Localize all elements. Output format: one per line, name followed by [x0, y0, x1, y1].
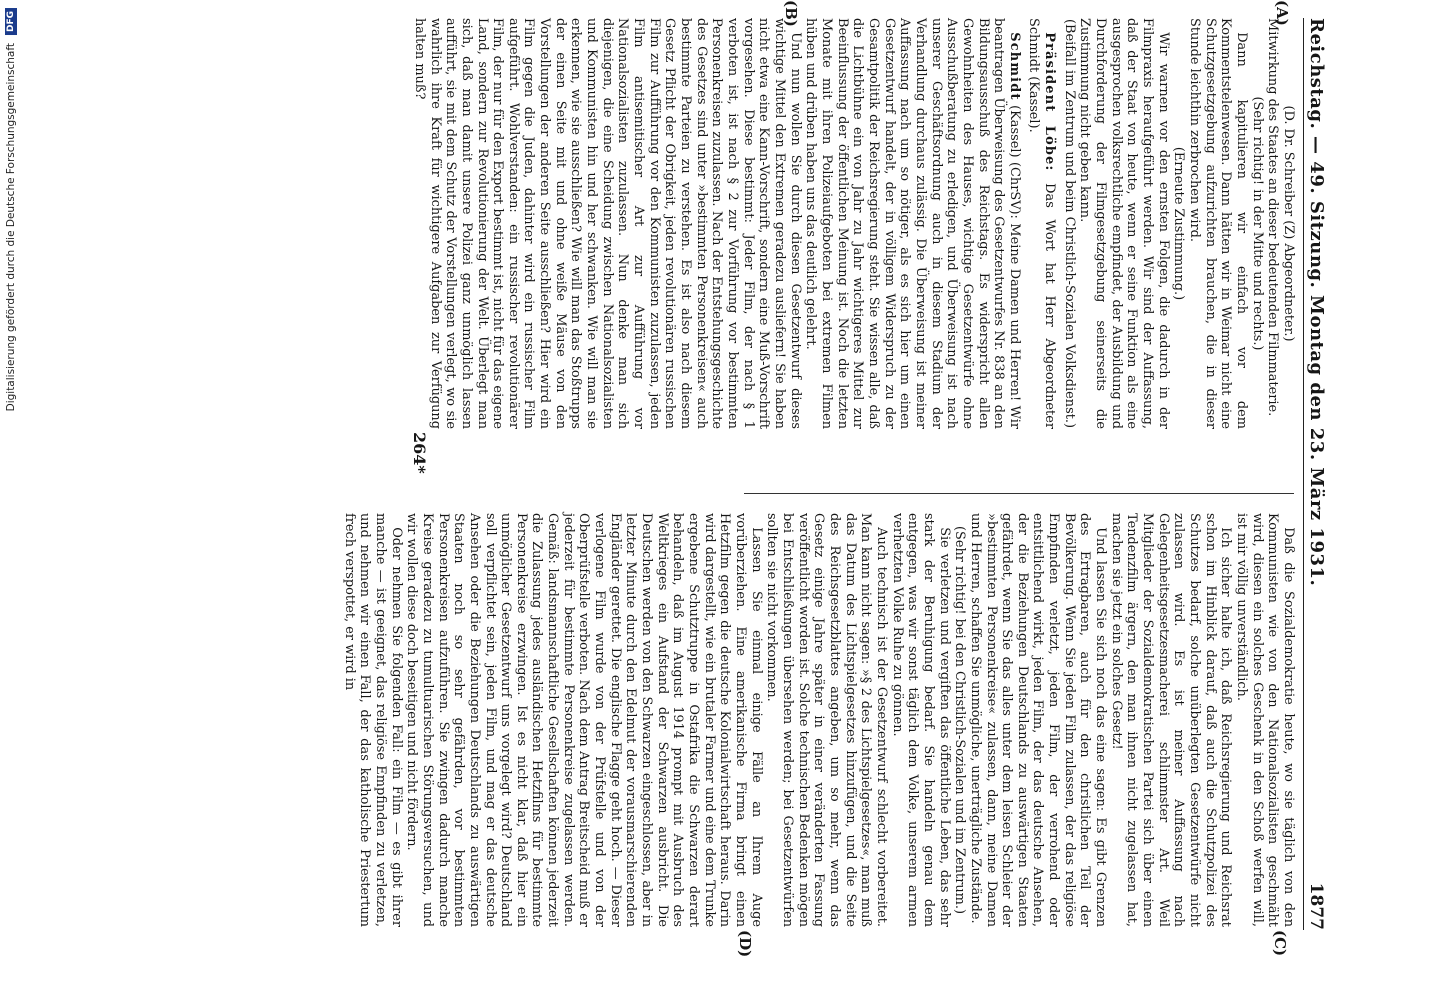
speech-text: Das Wort hat Herr Abgeordneter Schmidt (Kassel).	[1026, 18, 1058, 429]
page-header	[1306, 18, 1346, 930]
header-rule	[1303, 18, 1304, 930]
paragraph: Oder nehmen Sie folgenden Fall: ein Film — es gibt ihrer manche — ist geeignet, das religiöse Empfinden zu verletzen, und nehmen wir einen Fall, der das katholische Priestertum frech verspottet, er wird in	[341, 513, 404, 927]
interjection: (Sehr richtig! in der Mitte und rechts.)	[1249, 96, 1265, 351]
digitization-footer	[0, 0, 22, 1008]
paragraph: Ich sicher halte ich, daß Reichsregierung und Reichsrat schon im Hinblick darauf, daß auch die Schutzpolizei des Schutzes bedarf, solche unüberlegten Gesetzentwürfe nicht zulassen wird. Es ist meiner Auffassung nach Gelegenheitsgesetzesmacherei schlimmster Art. Weil Mitglieder der Sozialdemokratischen Partei sich über einen Tendenzfilm ärgern, den man ihnen nicht zugelassen hat, machen sie jetzt ein solches Gesetz!	[1108, 513, 1234, 927]
paragraph: Daß die Sozialdemokratie heute, wo sie täglich von den Kommunisten wie von den Nationalsozialisten geschmäht wird, diesen ein solches Geschenk in den Schoß werfen will, ist mir völlig unverständlich.	[1234, 513, 1296, 927]
speaker-name: Schmidt	[1006, 32, 1022, 101]
column-left	[411, 18, 1296, 429]
interjection: (Sehr richtig! bei den Christlich-Sozialen und im Zentrum.)	[952, 525, 968, 915]
paragraph: Lassen Sie einmal einige Fälle an Ihrem Auge vorüberziehen. Eine amerikanische Firma bringt einen Hetzfilm gegen die deutsche Kolonialwirtschaft heraus. Darin wird dargestellt, wie ein brutaler Farmer und eine dem Trunke ergebene Schutztruppe in Ostafrika die Schwarzen derart behandeln, daß im August 1914 prompt mit Ausbruch des Weltkrieges ein Aufstand der Schwarzen ausbricht. Die Deutschen werden von den Schwarzen eingeschlossen, aber in letzter Minute durch den Edelmut der vorausmarschierenden Engländer gerettet. Die englische Flagge geht hoch. — Dieser verlogene Film wurde von der Prüfstelle und von der Oberprüfstelle verboten. Nach dem Antrag Breitscheid muß er jederzeit für bestimmte Personenkreise zugelassen werden. Gemäß: landsmannschaftliche Gesellschaften können jederzeit die Zulassung jedes ausländischen Hetzfilms für bestimmte Personenkreise erzwingen. Ist es nicht klar, daß hier ein unmöglicher Gesetzentwurf uns vorgelegt wird? Deutschland soll verpflichtet sein, jeden Film, und mag er das deutsche Ansehen oder die Beziehungen Deutschlands zu auswärtigen Staaten noch so sehr gefährden, vor bestimmten Personenkreisen aufzuführen. Sie zwingen dadurch manche Kreise geradezu zu tumultuarischen Störungsversuchen, und wir wollen diese doch beseitigen und nicht fördern.	[404, 513, 764, 927]
margin-letter-b: (B)	[782, 0, 800, 27]
paragraph: Und nun wollen Sie durch diesen Gesetzentwurf dieses wichtige Mittel den Extremen geradezu ausliefern! Sie haben nicht etwa eine Kann-Vorschrift, sondern eine Muß-Vorschrift vorgesehen. Diese bestimmt: Jeder Film, der nach § 1 verboten ist, ist nach § 2 zur Vorführung vor bestimmten Personenkreisen zuzulassen. Nach der Entstehungsgeschichte des Gesetzes sind unter »bestimmten Personenkreisen« auch bestimmte Parteien zu verstehen. Es ist also nach diesem Gesetz Pflicht der Obrigkeit, jeden revolutionären russischen Film zur Aufführung vor den Kommunisten zuzulassen, jeden Film antisemitischer Art zur Aufführung vor Nationalsozialisten zuzulassen. Nun denke man sich diejenigen, die eine Scheidung zwischen Nationalsozialisten und Kommunisten hin und her schwanken. Wie will man sie erkennen, wie sie ausschließen? Wie will man das Stoßtrupps der einen Seite mit und ohne weiße Mäuse von den Vorstellungen der anderen Seite ausschließen? Hier wird ein Film gegen die Juden, dahinter wird ein russischer Film aufgeführt. Wohlverstanden: ein russischer revolutionärer Film, der nur für den Export bestimmt ist, nicht für das eigene Land, sondern zur Revolutionierung der Welt. Überlegt man sich, daß man damit unsere Polizei ganz unmöglich lassen aufführt, sie mit dem Schutz der Vorstellungen verlegt, wo sie wahrlich ihre Kraft für wichtigere Aufgaben zur Verfügung halten muß?	[411, 18, 803, 429]
signature-mark: 264*	[410, 432, 429, 474]
column-right	[341, 513, 1296, 927]
paragraph	[1026, 18, 1057, 429]
interjection: (Erneute Zustimmung.)	[1171, 146, 1187, 301]
page-number: 1877	[1306, 882, 1326, 930]
margin-letter-d: (D)	[736, 930, 754, 958]
margin-letter-c: (C)	[1271, 930, 1289, 957]
paragraph: Auch technisch ist der Gesetzentwurf schlecht vorbereitet. Man kann nicht sagen: »§ 2 des Lichtspielgesetzes«, man muß das Datum des Lichtspielgesetzes hinzufügen, und die Seite des Reichsgesetzblattes angeben, um so mehr, wenn das Gesetz einige Jahre später in einer veränderten Fassung veröffentlicht worden ist. Solche technischen Bedenken mögen bei Entschließungen übersehen werden; bei Gesetzentwürfen sollten sie nicht vorkommen.	[764, 513, 889, 927]
margin-letter-a: (A)	[1273, 0, 1291, 26]
speech-text: (Kassel) (ChrSV): Meine Damen und Herren! Wir beantragen Überweisung des Gesetzentwurfes Nr. 838 an den Bildungsausschuß des Reichstags. Es widerspricht allen Gewohnheiten des Hauses, wichtige Gesetzentwürfe ohne Ausschußberatung zu erledigen, und Überweisung ist nach unserer Geschäftsordnung auch in diesem Stadium der Verhandlung durchaus zulässig. Die Überweisung ist meiner Auffassung nach um so nötiger, als es sich hier um einen Gesetzentwurf handelt, der in völligem Widerspruch zu der Gesamtpolitik der Reichsregierung steht. Sie wissen alle, daß die Lichtbühne ein von Jahr zu Jahr wichtigeres Mittel zur Beeinflussung der öffentlichen Meinung ist. Noch die letzten Monate mit ihren Polizeiaufgeboten bei extremen Filmen hüben und drüben haben uns das deutlich gelehrt.	[803, 18, 1022, 429]
paragraph: Wir warnen vor den ernsten Folgen, die dadurch in der Filmpraxis heraufgeführt werden. Wir sind der Auffassung, daß der Staat von heute, wenn er seine Funktion als eine ausgesprochen volksrechtliche empfindet, der Ausbildung und Durchforderung der Filmgesetzgebung seinerseits die Zustimmung nicht geben kann.	[1077, 18, 1171, 429]
running-title: Reichstag. — 49. Sitzung. Montag den 23. März 1931.	[1306, 18, 1327, 587]
interjection: (Beifall im Zentrum und beim Christlich-Sozialen Volksdienst.)	[1061, 19, 1077, 428]
paragraph: Dann kapitulieren wir einfach vor dem Kommentstelenwesen. Dann hätten wir in Weimar nicht eine Schutzgesetzgebung aufzurichten brauchen, die in dieser Stunde leichthin zerbrochen wird.	[1187, 18, 1250, 429]
paragraph: Sie verletzen und vergiften das öffentliche Leben, das sehr stark der Beruhigung bedarf. Sie handeln genau dem entgegen, was wir sonst täglich dem Volke, unserem armen verhetzten Volke Ruhe zu gönnen.	[889, 513, 952, 927]
column-divider	[744, 493, 1294, 494]
dfg-logo: DFG	[5, 8, 17, 35]
paragraph: Und lassen Sie sich noch das eine sagen: Es gibt Grenzen des Ertragbaren, auch für den christlichen Teil der Bevölkerung. Wenn Sie jeden Film zulassen, der das religiöse Empfinden verletzt, jeden Film, der verrohend oder entsittlichend wirkt, jeden Film, der das deutsche Ansehen, der die Beziehungen Deutschlands zu auswärtigen Staaten gefährdet, wenn Sie das alles unter dem leisen Schleier der »bestimmten Personenkreise« zulassen, dann, meine Damen und Herren, schaffen Sie unmögliche, unerträgliche Zustände.	[967, 513, 1109, 927]
paragraph: Mitwirkung des Staates an dieser bedeutenden Filmmaterie.	[1265, 18, 1281, 417]
speaker-name: Präsident Löbe:	[1042, 32, 1058, 172]
funding-note: Digitalisierung gefördert durch die Deutsche Forschungsgemeinschaft	[5, 43, 17, 412]
paragraph: (D. Dr. Schreiber (Z) Abgeordneter.)	[1281, 105, 1296, 342]
paragraph	[803, 18, 1022, 429]
